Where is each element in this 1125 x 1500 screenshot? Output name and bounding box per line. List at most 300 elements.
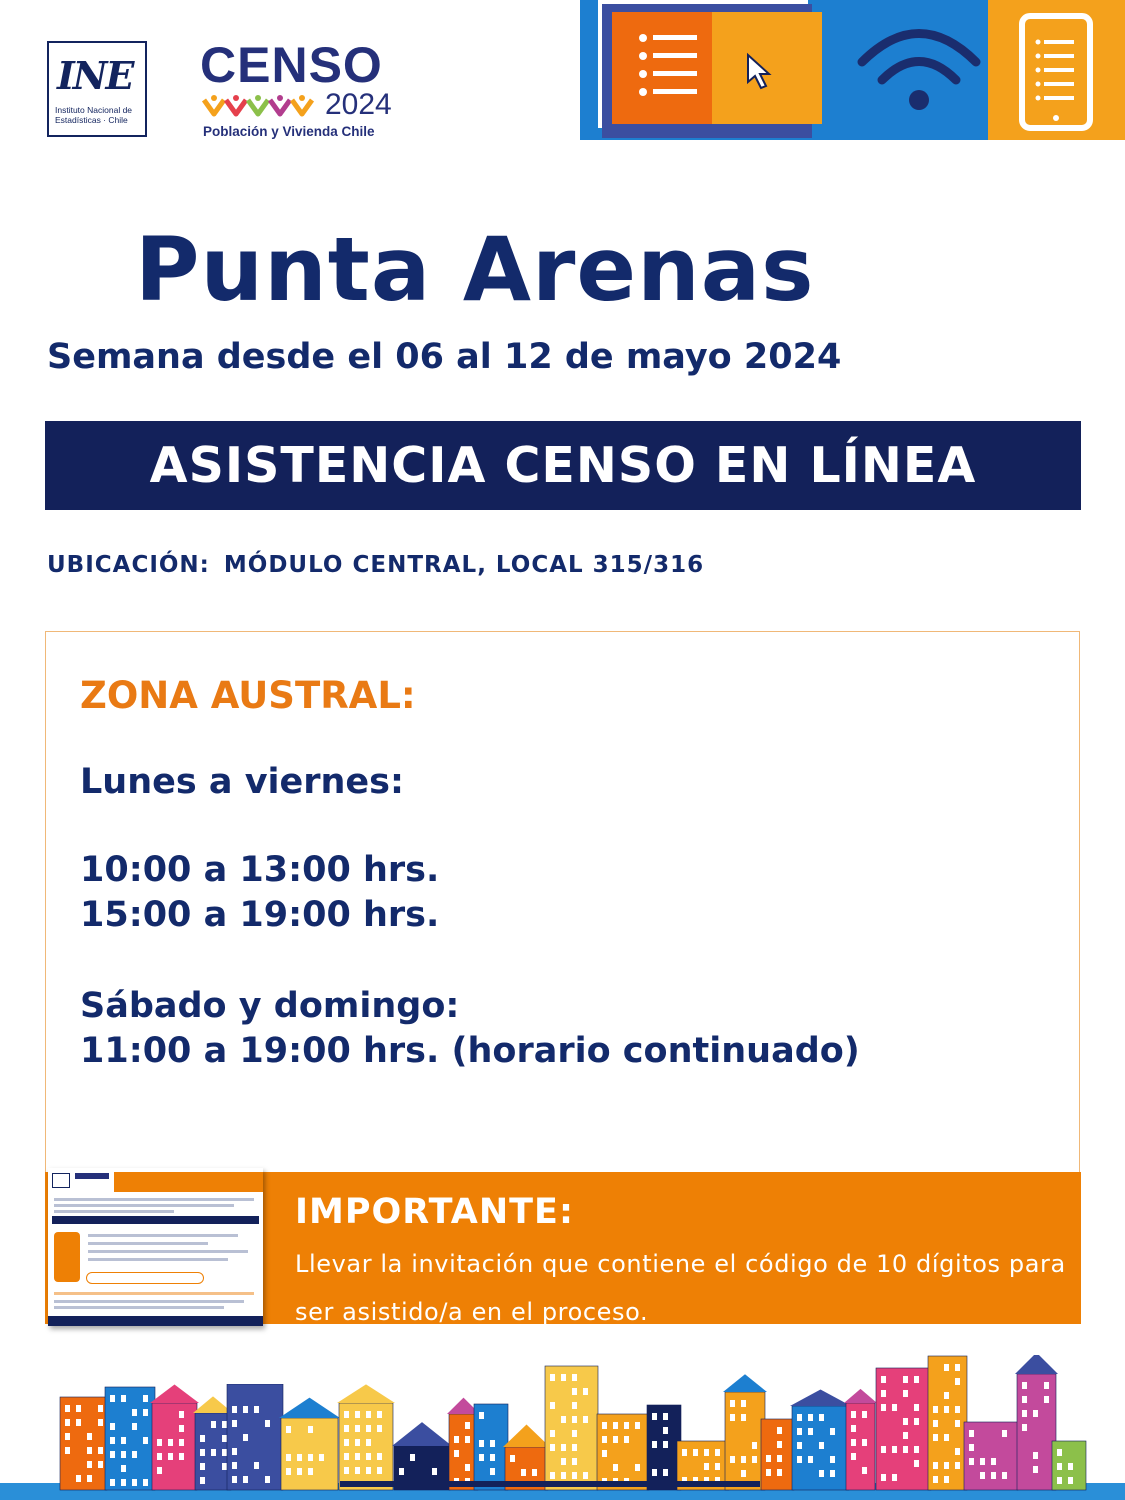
window (808, 1428, 813, 1435)
window (87, 1433, 92, 1440)
window (624, 1436, 629, 1443)
window (741, 1456, 746, 1463)
window (903, 1376, 908, 1383)
window (572, 1402, 577, 1409)
window (132, 1451, 137, 1458)
window (583, 1416, 588, 1423)
location-label: UBICACIÓN: (47, 552, 210, 578)
window (98, 1419, 103, 1426)
window (200, 1463, 205, 1470)
window (777, 1469, 782, 1476)
window (366, 1411, 371, 1418)
window (222, 1435, 227, 1442)
ine-logo (47, 41, 147, 137)
window (76, 1405, 81, 1412)
window (222, 1421, 227, 1428)
window (1022, 1424, 1027, 1431)
building (846, 1403, 875, 1490)
window (572, 1416, 577, 1423)
invitation-text-line (54, 1292, 254, 1295)
window (355, 1439, 360, 1446)
window (851, 1425, 856, 1432)
invitation-thumbnail (48, 1168, 263, 1326)
window (286, 1454, 291, 1461)
window (490, 1468, 495, 1475)
window (955, 1364, 960, 1371)
window (819, 1414, 824, 1421)
invitation-text-line (88, 1258, 228, 1261)
window (121, 1451, 126, 1458)
window (366, 1439, 371, 1446)
window (490, 1440, 495, 1447)
window (399, 1468, 404, 1475)
window (704, 1463, 709, 1470)
window (232, 1406, 237, 1413)
censo-logo (200, 37, 430, 142)
window (479, 1454, 484, 1461)
window (1044, 1382, 1049, 1389)
window (730, 1456, 735, 1463)
window (1044, 1396, 1049, 1403)
window (851, 1411, 856, 1418)
window (903, 1446, 908, 1453)
weekdays-label: Lunes a viernes: (80, 762, 404, 802)
invitation-code-field (86, 1272, 204, 1284)
window (914, 1460, 919, 1467)
window (613, 1436, 618, 1443)
window (693, 1449, 698, 1456)
invitation-text-line (88, 1234, 238, 1237)
building (449, 1414, 478, 1490)
roof (503, 1424, 550, 1447)
window (602, 1422, 607, 1429)
window (432, 1468, 437, 1475)
window (704, 1449, 709, 1456)
window (308, 1468, 313, 1475)
window (243, 1476, 248, 1483)
window (624, 1422, 629, 1429)
ine-mark: INE (57, 53, 133, 98)
window (377, 1467, 382, 1474)
invitation-text-line (88, 1250, 248, 1253)
window (65, 1405, 70, 1412)
window (572, 1388, 577, 1395)
window (682, 1449, 687, 1456)
window (955, 1462, 960, 1469)
roof (723, 1374, 767, 1392)
window (851, 1439, 856, 1446)
window (87, 1461, 92, 1468)
window (344, 1439, 349, 1446)
window (955, 1448, 960, 1455)
window (969, 1430, 974, 1437)
window (550, 1444, 555, 1451)
invitation-text-line (54, 1300, 244, 1303)
window (1033, 1466, 1038, 1473)
window (955, 1420, 960, 1427)
window (944, 1406, 949, 1413)
weekday-slot-2: 15:00 a 19:00 hrs. (80, 895, 440, 935)
window (200, 1435, 205, 1442)
invitation-ine-logo (52, 1173, 70, 1188)
window (561, 1444, 566, 1451)
window (752, 1442, 757, 1449)
window (143, 1437, 148, 1444)
zone-title: ZONA AUSTRAL: (80, 674, 416, 717)
window (766, 1469, 771, 1476)
window (366, 1453, 371, 1460)
window (933, 1476, 938, 1483)
window (903, 1390, 908, 1397)
window (98, 1447, 103, 1454)
window (98, 1405, 103, 1412)
important-text: Llevar la invitación que contiene el código de 10 dígitos para ser asistido/a en el proceso. (295, 1250, 1066, 1326)
window (777, 1441, 782, 1448)
roof (225, 1368, 285, 1384)
window (157, 1453, 162, 1460)
window (583, 1388, 588, 1395)
window (479, 1440, 484, 1447)
window (1022, 1410, 1027, 1417)
window (862, 1467, 867, 1474)
window (980, 1472, 985, 1479)
window (944, 1364, 949, 1371)
window (715, 1449, 720, 1456)
window (613, 1464, 618, 1471)
window (830, 1470, 835, 1477)
window (1057, 1477, 1062, 1484)
window (862, 1411, 867, 1418)
window (143, 1395, 148, 1402)
window (851, 1453, 856, 1460)
window (297, 1468, 302, 1475)
window (819, 1470, 824, 1477)
window (613, 1422, 618, 1429)
window (550, 1430, 555, 1437)
window (914, 1446, 919, 1453)
roof (844, 1389, 877, 1403)
roof (279, 1398, 340, 1418)
window (881, 1390, 886, 1397)
window (110, 1479, 115, 1486)
schedule-box (45, 631, 1080, 1176)
building (545, 1366, 598, 1490)
window (741, 1400, 746, 1407)
window (862, 1439, 867, 1446)
window (157, 1467, 162, 1474)
window (561, 1458, 566, 1465)
window (663, 1427, 668, 1434)
window (1057, 1449, 1062, 1456)
location-line (47, 552, 704, 578)
window (797, 1456, 802, 1463)
window (663, 1441, 668, 1448)
roof (790, 1389, 851, 1406)
roof (150, 1384, 199, 1403)
window (892, 1474, 897, 1481)
window (881, 1474, 886, 1481)
window (211, 1449, 216, 1456)
window (550, 1402, 555, 1409)
building (227, 1384, 283, 1490)
window (991, 1458, 996, 1465)
window (1068, 1463, 1073, 1470)
window (730, 1400, 735, 1407)
window (797, 1414, 802, 1421)
city-illustration (0, 1355, 1125, 1500)
window (572, 1430, 577, 1437)
window (1022, 1382, 1027, 1389)
window (179, 1439, 184, 1446)
roof (337, 1384, 395, 1403)
window (132, 1423, 137, 1430)
window (243, 1406, 248, 1413)
window (344, 1411, 349, 1418)
window (110, 1395, 115, 1402)
window (243, 1434, 248, 1441)
window (479, 1412, 484, 1419)
window (830, 1428, 835, 1435)
weekend-slot: 11:00 a 19:00 hrs. (horario continuado) (80, 1031, 860, 1071)
window (168, 1439, 173, 1446)
window (465, 1436, 470, 1443)
window (366, 1467, 371, 1474)
window (903, 1432, 908, 1439)
page-title: Punta Arenas (135, 218, 815, 321)
window (377, 1411, 382, 1418)
window (297, 1454, 302, 1461)
window (222, 1463, 227, 1470)
window (572, 1458, 577, 1465)
window (232, 1462, 237, 1469)
roof (1015, 1355, 1058, 1374)
window (254, 1462, 259, 1469)
window (65, 1447, 70, 1454)
invitation-text-line (54, 1198, 254, 1201)
window (830, 1456, 835, 1463)
window (232, 1476, 237, 1483)
window (550, 1374, 555, 1381)
window (797, 1442, 802, 1449)
window (892, 1404, 897, 1411)
window (355, 1425, 360, 1432)
window (933, 1434, 938, 1441)
window (1068, 1477, 1073, 1484)
window (1002, 1430, 1007, 1437)
location-value: MÓDULO CENTRAL, LOCAL 315/316 (223, 552, 705, 578)
window (561, 1416, 566, 1423)
window (200, 1477, 205, 1484)
window (532, 1469, 537, 1476)
window (87, 1475, 92, 1482)
invitation-text-line (88, 1242, 208, 1245)
window (98, 1461, 103, 1468)
window (308, 1426, 313, 1433)
window (222, 1449, 227, 1456)
window (881, 1376, 886, 1383)
window (933, 1420, 938, 1427)
week-subtitle: Semana desde el 06 al 12 de mayo 2024 (47, 337, 842, 377)
window (232, 1448, 237, 1455)
window (944, 1434, 949, 1441)
censo-year: 2024 (325, 88, 392, 121)
window (132, 1479, 137, 1486)
window (355, 1467, 360, 1474)
window (344, 1425, 349, 1432)
window (465, 1464, 470, 1471)
window (355, 1453, 360, 1460)
window (143, 1479, 148, 1486)
window (87, 1447, 92, 1454)
window (572, 1444, 577, 1451)
window (168, 1453, 173, 1460)
window (366, 1425, 371, 1432)
window (550, 1472, 555, 1479)
roof (392, 1422, 452, 1446)
window (65, 1419, 70, 1426)
window (355, 1411, 360, 1418)
window (766, 1455, 771, 1462)
window (1033, 1410, 1038, 1417)
window (179, 1425, 184, 1432)
window (652, 1413, 657, 1420)
window (1057, 1463, 1062, 1470)
window (663, 1469, 668, 1476)
window (510, 1455, 515, 1462)
window (143, 1409, 148, 1416)
invitation-phone-icon (54, 1232, 80, 1282)
window (933, 1406, 938, 1413)
window (561, 1472, 566, 1479)
window (933, 1462, 938, 1469)
invitation-censo-logo (75, 1173, 109, 1179)
window (602, 1436, 607, 1443)
window (76, 1475, 81, 1482)
people-logo-icon (202, 94, 322, 118)
window (232, 1420, 237, 1427)
window (121, 1395, 126, 1402)
window (308, 1454, 313, 1461)
window (286, 1426, 291, 1433)
window (991, 1472, 996, 1479)
invitation-text-line (54, 1306, 224, 1309)
window (914, 1404, 919, 1411)
window (944, 1476, 949, 1483)
window (583, 1472, 588, 1479)
window (157, 1439, 162, 1446)
window (819, 1442, 824, 1449)
list-icon-bg (612, 12, 722, 124)
digital-banner (580, 0, 1125, 140)
window (652, 1469, 657, 1476)
window (1002, 1472, 1007, 1479)
window (741, 1414, 746, 1421)
window (286, 1468, 291, 1475)
window (377, 1425, 382, 1432)
invitation-blue-band (52, 1216, 259, 1224)
window (110, 1437, 115, 1444)
window (602, 1450, 607, 1457)
important-title: IMPORTANTE: (295, 1192, 574, 1232)
window (410, 1454, 415, 1461)
window (179, 1453, 184, 1460)
window (652, 1441, 657, 1448)
window (635, 1464, 640, 1471)
window (121, 1479, 126, 1486)
window (715, 1463, 720, 1470)
window (892, 1446, 897, 1453)
window (1022, 1396, 1027, 1403)
window (572, 1472, 577, 1479)
road (340, 1481, 760, 1487)
window (955, 1378, 960, 1385)
window (944, 1392, 949, 1399)
weekend-label: Sábado y domingo: (80, 986, 460, 1026)
window (454, 1436, 459, 1443)
window (265, 1476, 270, 1483)
window (881, 1446, 886, 1453)
censo-word: CENSO (200, 37, 383, 93)
window (980, 1458, 985, 1465)
window (797, 1428, 802, 1435)
service-banner: ASISTENCIA CENSO EN LÍNEA (45, 421, 1081, 510)
window (211, 1421, 216, 1428)
window (179, 1411, 184, 1418)
window (663, 1413, 668, 1420)
ine-name: Instituto Nacional de Estadísticas · Chile (55, 105, 133, 125)
window (1033, 1452, 1038, 1459)
window (110, 1451, 115, 1458)
window (121, 1437, 126, 1444)
window (635, 1422, 640, 1429)
window (200, 1449, 205, 1456)
window (254, 1406, 259, 1413)
window (969, 1444, 974, 1451)
window (808, 1414, 813, 1421)
invitation-footer (48, 1316, 263, 1326)
window (741, 1470, 746, 1477)
window (265, 1420, 270, 1427)
weekday-slot-1: 10:00 a 13:00 hrs. (80, 850, 440, 890)
window (454, 1450, 459, 1457)
invitation-header-band (114, 1172, 263, 1192)
window (881, 1404, 886, 1411)
window (344, 1467, 349, 1474)
invitation-text-line (54, 1210, 174, 1213)
window (969, 1458, 974, 1465)
window (65, 1433, 70, 1440)
building (876, 1368, 931, 1490)
window (377, 1453, 382, 1460)
window (752, 1456, 757, 1463)
window (903, 1418, 908, 1425)
window (319, 1454, 324, 1461)
window (121, 1465, 126, 1472)
censo-subtitle: Población y Vivienda Chile (203, 124, 375, 139)
window (955, 1406, 960, 1413)
window (777, 1427, 782, 1434)
window (944, 1462, 949, 1469)
window (132, 1409, 137, 1416)
window (808, 1456, 813, 1463)
window (561, 1374, 566, 1381)
window (110, 1423, 115, 1430)
window (490, 1454, 495, 1461)
window (521, 1469, 526, 1476)
window (914, 1418, 919, 1425)
window (914, 1376, 919, 1383)
window (730, 1414, 735, 1421)
